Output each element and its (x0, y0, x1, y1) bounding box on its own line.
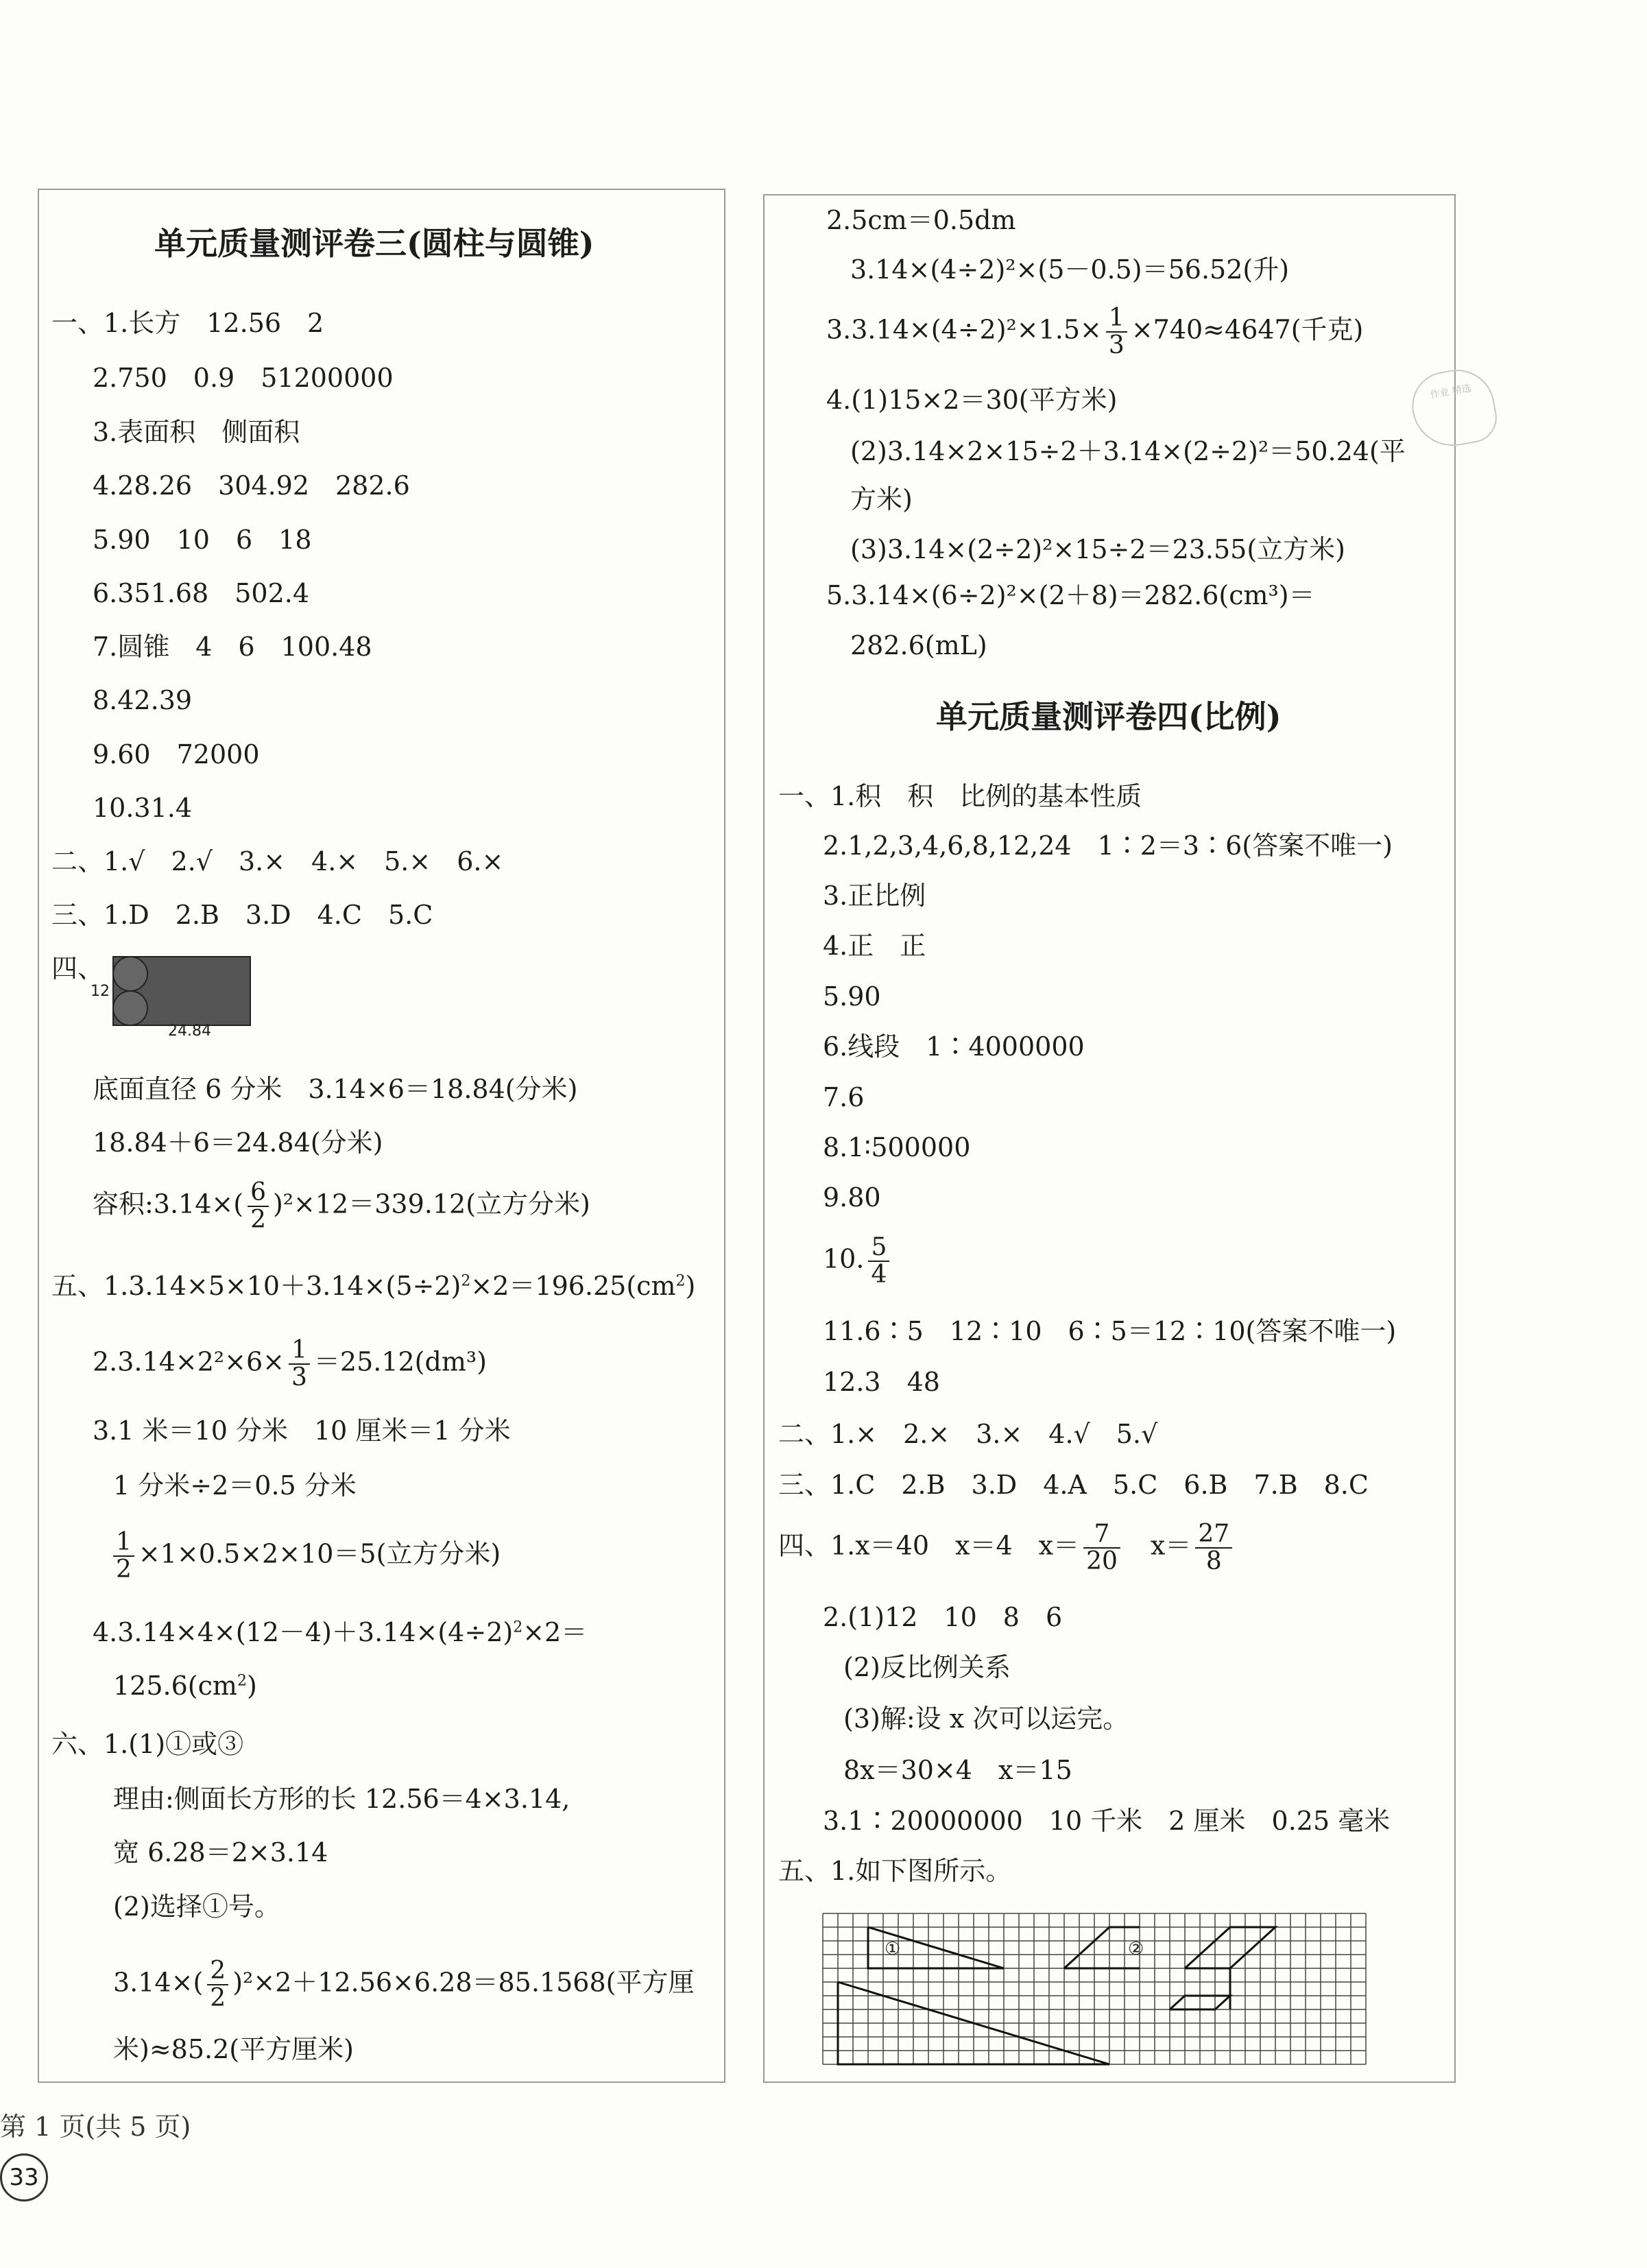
answer-line: 3.正比例 (823, 881, 926, 911)
answer-line: 五、$1.3.14\times 5\times 10+3.14\times(5\div 2)^2\times 2=196.25(cm^2)$ (51, 1271, 696, 1301)
volume-formula: 容积:3.14×( $\frac{6}{2}$ )²×12＝339.12(立方分米) (93, 1178, 590, 1234)
answer-line: 10. $\frac{5}{4}$ (823, 1234, 893, 1288)
answer-line: 4.正 正 (823, 931, 926, 961)
answer-line: 2.1,2,3,4,6,8,12,24 1∶2＝3∶6(答案不唯一) (823, 831, 1393, 861)
answer-line: $\frac{1}{2}$ ×1×0.5×2×10＝5(立方分米) (113, 1529, 501, 1583)
grid-figure (819, 1910, 1368, 2068)
answer-line: 五、1.如下图所示。 (778, 1856, 1012, 1886)
answer-line: 3.14×(4÷2)²×(5－0.5)＝56.52(升) (850, 254, 1290, 285)
answer-line: 宽 6.28＝2×3.14 (113, 1837, 328, 1867)
answer-line: $4.3.14\times 4\times(12-4)+3.14\times(4\div 2)^2\times 2=$ (93, 1617, 588, 1647)
answer-line: 方米) (850, 484, 913, 514)
answer-line: (2)选择①号。 (113, 1891, 280, 1922)
unfolded-cylinder-figure (82, 950, 261, 1039)
answer-line: 5.3.14×(6÷2)²×(2＋8)＝282.6(cm³)＝ (826, 580, 1315, 610)
answer-line: (3)3.14×(2÷2)²×15÷2＝23.55(立方米) (850, 534, 1346, 564)
figure-label-height: 12 (91, 983, 110, 1000)
answer-line: 9.60 72000 (93, 739, 260, 769)
answer-line: 10.31.4 (93, 793, 193, 823)
answer-line: 底面直径 6 分米 3.14×6＝18.84(分米) (93, 1074, 578, 1104)
answer-line: 2.(1)12 10 8 6 (823, 1602, 1063, 1632)
answer-line: 3.1 米＝10 分米 10 厘米＝1 分米 (93, 1416, 511, 1446)
homework-stamp: 作业 精选 (1406, 363, 1500, 452)
answer-line: 二、1.× 2.× 3.× 4.√ 5.√ (778, 1419, 1158, 1449)
answer-line: $125.6(cm^2)$ (113, 1671, 257, 1701)
answer-line: 3.1∶20000000 10 千米 2 厘米 0.25 毫米 (823, 1806, 1391, 1836)
answer-line: 7.6 (823, 1082, 865, 1112)
answer-line: 米)≈85.2(平方厘米) (113, 2034, 354, 2064)
shape-label-2: ② (1128, 1939, 1144, 1959)
answer-line: 3.表面积 侧面积 (93, 417, 300, 447)
answer-line: (2)反比例关系 (843, 1652, 1011, 1682)
answer-line: 5.90 10 6 18 (93, 525, 312, 555)
answer-line: 理由:侧面长方形的长 12.56＝4×3.14, (113, 1784, 570, 1814)
answer-line: 3.14×( $\frac{2}{2}$ )²×2＋12.56×6.28＝85.1568(平方厘 (113, 1957, 695, 2012)
answer-line: 5.90 (823, 981, 881, 1012)
answer-line: 9.80 (823, 1182, 881, 1213)
answer-line: 12.3 48 (823, 1367, 940, 1397)
answer-line: 2.5cm＝0.5dm (826, 205, 1016, 235)
answer-line: 8.1∶500000 (823, 1132, 971, 1162)
answer-line: 8.42.39 (93, 685, 193, 715)
answer-line: 四、 (51, 953, 104, 983)
shape-label-1: ① (885, 1939, 901, 1959)
section-title-4: 单元质量测评卷四(比例) (936, 698, 1282, 735)
answer-line: 8x＝30×4 x＝15 (843, 1755, 1072, 1785)
section-title-3: 单元质量测评卷三(圆柱与圆锥) (154, 225, 594, 262)
answer-line: 11.6∶5 12∶10 6∶5＝12∶10(答案不唯一) (823, 1316, 1397, 1346)
answer-line: 7.圆锥 4 6 100.48 (93, 632, 372, 662)
figure-label-length: 24.84 (168, 1023, 211, 1040)
page-number-circle: 33 (0, 2153, 48, 2201)
answer-line: 2.3.14×2²×6× $\frac{1}{3}$ ＝25.12(dm³) (93, 1336, 487, 1392)
answer-line: 二、1.√ 2.√ 3.× 4.× 5.× 6.× (51, 846, 504, 876)
answer-line: (3)解:设 x 次可以运完。 (843, 1704, 1129, 1734)
answer-line: 282.6(mL) (850, 630, 987, 660)
answer-line: 1 分米÷2＝0.5 分米 (113, 1470, 357, 1501)
answer-line: 三、1.C 2.B 3.D 4.A 5.C 6.B 7.B 8.C (778, 1470, 1369, 1500)
answer-line: 4.(1)15×2＝30(平方米) (826, 385, 1118, 415)
answer-line: 2.750 0.9 51200000 (93, 363, 394, 393)
answer-line: 18.84＋6＝24.84(分米) (93, 1127, 383, 1158)
answer-line: 六、1.(1)①或③ (51, 1729, 244, 1759)
answer-line: 6.线段 1∶4000000 (823, 1031, 1085, 1062)
answer-line: 一、1.长方 12.56 2 (51, 308, 324, 338)
answer-line: 三、1.D 2.B 3.D 4.C 5.C (51, 900, 433, 930)
answer-line: 一、1.积 积 比例的基本性质 (778, 781, 1142, 811)
answer-line: 3.3.14×(4÷2)²×1.5× $\frac{1}{3}$ ×740≈4647(千克) (826, 304, 1364, 359)
answer-line: 4.28.26 304.92 282.6 (93, 470, 410, 501)
answer-line: 四、1.x＝40 x＝4 x＝ $\frac{7}{20}$ x＝ $\frac{27}{8}$ (778, 1521, 1236, 1575)
page-indicator: 第 1 页(共 5 页) (0, 2112, 191, 2142)
answer-line: 6.351.68 502.4 (93, 578, 310, 608)
answer-line: (2)3.14×2×15÷2＋3.14×(2÷2)²＝50.24(平 (850, 436, 1406, 466)
